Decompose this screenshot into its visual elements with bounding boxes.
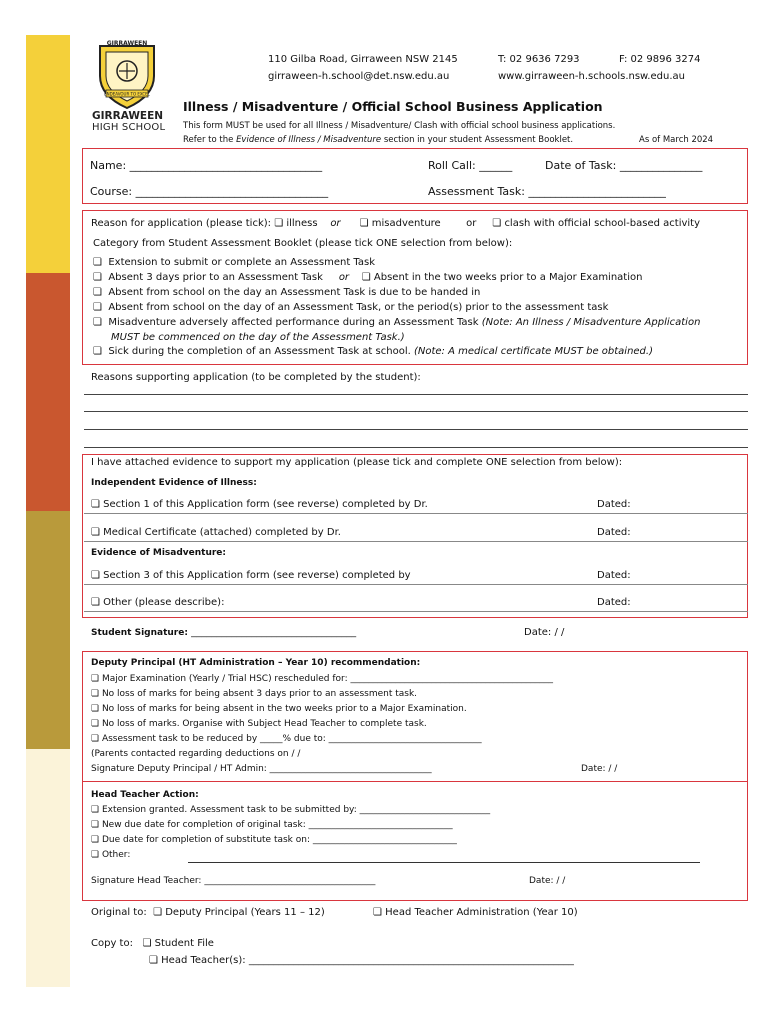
evidence-section1[interactable]: ❏ Section 1 of this Application form (see reverse) completed by Dr.: [91, 499, 428, 510]
course-field[interactable]: Course: ___________________________________: [90, 185, 329, 198]
ht-option-other[interactable]: ❏ Other:: [91, 850, 131, 860]
ht-signature-date[interactable]: Date: / /: [529, 876, 566, 886]
misadventure-evidence-heading: Evidence of Misadventure:: [91, 548, 226, 558]
school-email: girraween-h.school@det.nsw.edu.au: [268, 71, 450, 82]
copy-head-teachers[interactable]: ❏ Head Teacher(s): _________________________________________________________________: [149, 955, 574, 966]
evidence-divider-3: [84, 584, 748, 585]
logo-name-text: GIRRAWEEN: [106, 40, 148, 47]
evidence-other[interactable]: ❏ Other (please describe):: [91, 597, 225, 608]
category-item-extension[interactable]: ❏ Extension to submit or complete an Assessment Task: [93, 257, 376, 268]
ht-option-new-due-date[interactable]: ❏ New due date for completion of original task: ________________________________: [91, 820, 453, 830]
ht-option-extension[interactable]: ❏ Extension granted. Assessment task to be submitted by: _____________________________: [91, 805, 491, 815]
original-to-row: Original to: ❏ Deputy Principal (Years 11 – 12): [91, 907, 325, 918]
name-field[interactable]: Name: ___________________________________: [90, 159, 323, 172]
evidence-divider-4: [84, 611, 748, 612]
school-fax: F: 02 9896 3274: [619, 54, 701, 65]
reason-row: Reason for application (please tick): ❏ illness or ❏ misadventure or ❏ clash with official school-based activity: [91, 218, 701, 229]
evidence-dated-3: Dated:: [597, 570, 631, 581]
head-teacher-heading: Head Teacher Action:: [91, 790, 199, 800]
clash-checkbox[interactable]: ❏: [492, 218, 502, 229]
as-of-date: As of March 2024: [639, 135, 714, 145]
category-item-misadventure[interactable]: ❏ Misadventure adversely affected performance during an Assessment Task (Note: An Illness / Misadventure Application: [93, 317, 701, 328]
evidence-divider-2: [84, 541, 748, 542]
deputy-option-no-loss-3days[interactable]: ❏ No loss of marks for being absent 3 days prior to an assessment task.: [91, 689, 418, 699]
sidebar-olive-band: [26, 511, 70, 749]
evidence-dated-2: Dated:: [597, 527, 631, 538]
deputy-signature-date[interactable]: Date: / /: [581, 764, 618, 774]
supporting-line-4[interactable]: [84, 447, 748, 448]
supporting-reasons-label: Reasons supporting application (to be completed by the student):: [91, 372, 421, 383]
student-signature-field[interactable]: Student Signature: _________________________________: [91, 627, 357, 638]
category-instruction: Category from Student Assessment Booklet (please tick ONE selection from below):: [93, 238, 513, 249]
school-website: www.girraween-h.schools.nsw.edu.au: [498, 71, 685, 82]
ht-signature-field[interactable]: Signature Head Teacher: ______________________________________: [91, 876, 376, 886]
form-intro-line1: This form MUST be used for all Illness / Misadventure/ Clash with official school business applications.: [183, 121, 616, 131]
category-item-sick[interactable]: ❏ Sick during the completion of an Assessment Task at school. (Note: A medical certificate MUST be obtained.): [93, 346, 653, 357]
assessment-task-field[interactable]: Assessment Task: _________________________: [428, 185, 666, 198]
school-name-line2: HIGH SCHOOL: [92, 122, 166, 133]
date-of-task-field[interactable]: Date of Task: _______________: [545, 159, 703, 172]
evidence-divider-1: [84, 513, 748, 514]
supporting-line-3[interactable]: [84, 429, 748, 430]
copy-student-file-checkbox[interactable]: ❏: [142, 938, 152, 949]
deputy-signature-field[interactable]: Signature Deputy Principal / HT Admin: ____________________________________: [91, 764, 432, 774]
deputy-option-no-loss-2weeks[interactable]: ❏ No loss of marks for being absent in the two weeks prior to a Major Examination.: [91, 704, 467, 714]
evidence-dated-4: Dated:: [597, 597, 631, 608]
school-address: 110 Gilba Road, Girraween NSW 2145: [268, 54, 458, 65]
evidence-section3[interactable]: ❏ Section 3 of this Application form (see reverse) completed by: [91, 570, 411, 581]
deputy-heading: Deputy Principal (HT Administration – Year 10) recommendation:: [91, 658, 421, 668]
sidebar-yellow-band: [26, 35, 70, 273]
staff-action-divider: [82, 781, 748, 782]
ht-other-line[interactable]: [188, 862, 700, 863]
category-item-absent-prior[interactable]: ❏ Absent 3 days prior to an Assessment Task or ❏ Absent in the two weeks prior to a Major Examination: [93, 272, 643, 283]
evidence-intro: I have attached evidence to support my application (please tick and complete ONE selection from below):: [91, 457, 623, 468]
school-name-line1: GIRRAWEEN: [92, 110, 164, 122]
form-title: Illness / Misadventure / Official School Business Application: [183, 99, 603, 114]
original-deputy-checkbox[interactable]: ❏: [153, 907, 163, 918]
deputy-option-reduced[interactable]: ❏ Assessment task to be reduced by _____% due to: __________________________________: [91, 734, 482, 744]
evidence-dated-1: Dated:: [597, 499, 631, 510]
form-intro-line2: Refer to the Evidence of Illness / Misadventure section in your student Assessment Booklet.: [183, 135, 574, 145]
deputy-parents-contacted[interactable]: (Parents contacted regarding deductions on / /: [91, 749, 301, 759]
school-crest-logo: [92, 38, 162, 110]
ht-option-substitute[interactable]: ❏ Due date for completion of substitute task on: ________________________________: [91, 835, 457, 845]
roll-call-field[interactable]: Roll Call: ______: [428, 159, 513, 172]
supporting-line-2[interactable]: [84, 411, 748, 412]
sidebar-cream-band: [26, 749, 70, 987]
school-phone: T: 02 9636 7293: [498, 54, 580, 65]
student-signature-date[interactable]: Date: / /: [524, 627, 565, 638]
original-ht-admin[interactable]: ❏ Head Teacher Administration (Year 10): [373, 907, 578, 918]
illness-evidence-heading: Independent Evidence of Illness:: [91, 478, 257, 488]
evidence-medical[interactable]: ❏ Medical Certificate (attached) completed by Dr.: [91, 527, 341, 538]
category-item-misadventure-note: MUST be commenced on the day of the Assessment Task.): [111, 332, 405, 343]
deputy-option-no-loss-organise[interactable]: ❏ No loss of marks. Organise with Subject Head Teacher to complete task.: [91, 719, 427, 729]
category-item-absent-day[interactable]: ❏ Absent from school on the day of an Assessment Task, or the period(s) prior to the assessment task: [93, 302, 609, 313]
sidebar-orange-band: [26, 273, 70, 511]
copy-to-row: Copy to: ❏ Student File: [91, 938, 214, 949]
misadventure-checkbox[interactable]: ❏: [359, 218, 369, 229]
illness-checkbox[interactable]: ❏: [274, 218, 284, 229]
supporting-line-1[interactable]: [84, 394, 748, 395]
category-item-absent-due[interactable]: ❏ Absent from school on the day an Assessment Task is due to be handed in: [93, 287, 481, 298]
deputy-option-major-exam[interactable]: ❏ Major Examination (Yearly / Trial HSC) rescheduled for: _____________________________________________: [91, 674, 553, 684]
logo-motto-text: ENDEAVOUR TO EXCEL: [104, 91, 150, 97]
